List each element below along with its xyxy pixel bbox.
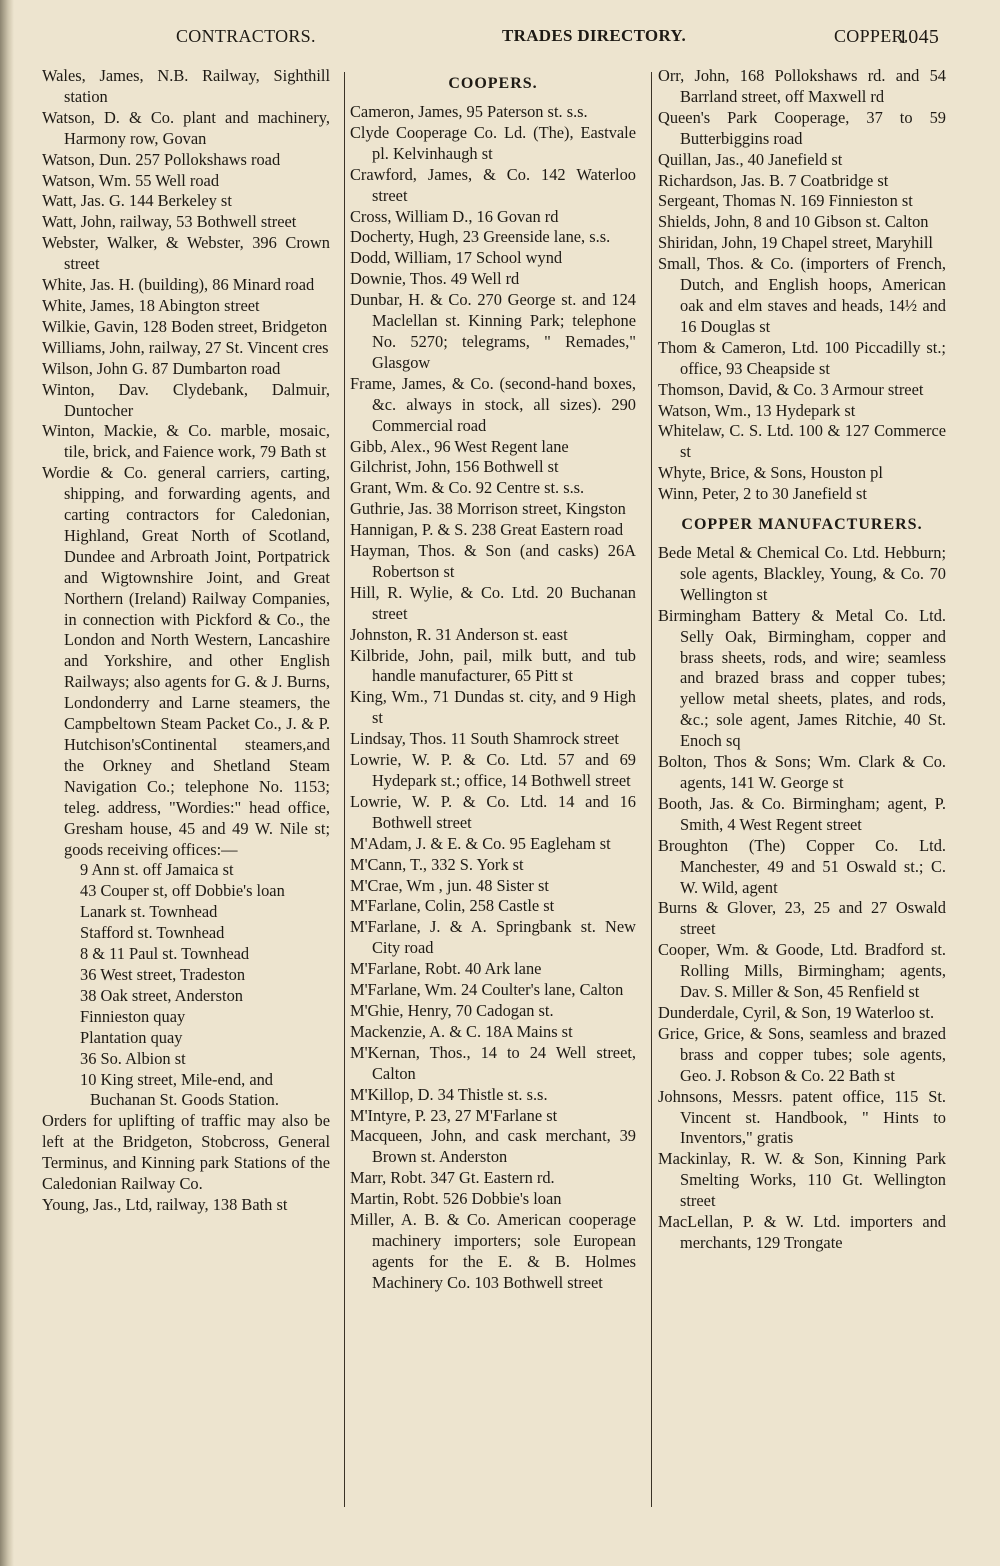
directory-entry: Dunderdale, Cyril, & Son, 19 Waterloo st. <box>658 1002 935 1022</box>
goods-office-item: Lanark st. Townhead <box>80 902 218 922</box>
directory-entry: M'Farlane, Robt. 40 Ark lane <box>350 959 542 979</box>
column-rule-2 <box>651 72 652 1507</box>
directory-entry: Cameron, James, 95 Paterson st. s.s. <box>350 102 588 121</box>
directory-entry: Macqueen, John, and cask merchant, 39 Brown st. Anderston <box>350 1126 636 1167</box>
directory-entry: Grant, Wm. & Co. 92 Centre st. s.s. <box>350 478 585 498</box>
directory-entry: Lowrie, W. P. & Co. Ltd. 57 and 69 Hydepark st.; office, 14 Bothwell street <box>350 750 636 790</box>
directory-entry: Watson, Wm., 13 Hydepark st <box>658 400 856 420</box>
orders-note: Orders for uplifting of traffic may also be left at the Bridgeton, Stobcross, General Terminus, and Kinning park Stations of the Caledonian Railway Co. <box>42 1111 330 1194</box>
directory-entry: M'Adam, J. & E. & Co. 95 Eagleham st <box>350 833 611 853</box>
directory-entry: Lindsay, Thos. 11 South Shamrock street <box>350 729 619 749</box>
directory-entry: Clyde Cooperage Co. Ld. (The), Eastvale pl. Kelvinhaugh st <box>350 122 636 163</box>
directory-entry: Hayman, Thos. & Son (and casks) 26A Robertson st <box>350 541 636 581</box>
directory-entry: M'Intyre, P. 23, 27 M'Farlane st <box>350 1105 558 1125</box>
directory-entry: Cross, William D., 16 Govan rd <box>350 206 559 226</box>
directory-entry: Johnsons, Messrs. patent office, 115 St. Vincent st. Handbook, " Hints to Inventors," gratis <box>658 1086 946 1148</box>
directory-entry: Mackenzie, A. & C. 18A Mains st <box>350 1021 573 1041</box>
goods-office-item: Finnieston quay <box>80 1006 186 1026</box>
directory-entry: Grice, Grice, & Sons, seamless and brazed brass and copper tubes; sole agents, Geo. J. Robson & Co. 22 Bath st <box>658 1023 946 1085</box>
directory-entry: Thomson, David, & Co. 3 Armour street <box>658 379 924 399</box>
running-header <box>176 26 950 54</box>
directory-entry: M'Cann, T., 332 S. York st <box>350 854 524 874</box>
directory-entry: Downie, Thos. 49 Well rd <box>350 269 520 289</box>
goods-office-item: 8 & 11 Paul st. Townhead <box>80 944 250 964</box>
directory-entry: Shiridan, John, 19 Chapel street, Maryhill <box>658 233 933 253</box>
directory-entry: Johnston, R. 31 Anderson st. east <box>350 624 568 644</box>
directory-entry: Docherty, Hugh, 23 Greenside lane, s.s. <box>350 227 611 247</box>
directory-entry: Wordie & Co. general carriers, carting, shipping, and forwarding agents, and carting contractors for Caledonian, Highland, Great North of Scotland, Dundee and Arbroath Joint, Portpatrick and Wigtownshire Joint, and Great Northern (Ireland) Railway Companies, in connection with Pickford & Co., the London and North Western, Lancashire and Yorkshire, and other English Railways; also agents for G. & J. Burns, Londonderry and Larne steamers, the Campbeltown Steam Packet Co., J. & P. Hutchison'sContinental steamers,and the Orkney and Shetland Steam Navigation Co.; telephone No. 1153; teleg. address, "Wordies:" head office, Gresham house, 45 and 49 W. Nile st; goods receiving offices:— <box>42 463 330 859</box>
directory-entry: Small, Thos. & Co. (importers of French, Dutch, and English hoops, American oak and elm staves and heads, 14½ and 16 Douglas st <box>658 254 946 336</box>
directory-entry: Shields, John, 8 and 10 Gibson st. Calton <box>658 212 929 232</box>
directory-entry: Crawford, James, & Co. 142 Waterloo street <box>350 164 636 205</box>
column-contractors <box>42 66 330 1516</box>
directory-entry: M'Kernan, Thos., 14 to 24 Well street, Calton <box>350 1042 636 1083</box>
directory-entry: Cooper, Wm. & Goode, Ltd. Bradford st. Rolling Mills, Birmingham; agents, Dav. S. Miller & Son, 45 Renfield st <box>658 940 946 1002</box>
directory-entry: Hill, R. Wylie, & Co. Ltd. 20 Buchanan street <box>350 582 636 623</box>
directory-entry: Winton, Dav. Clydebank, Dalmuir, Duntocher <box>42 379 330 420</box>
directory-entry: M'Ghie, Henry, 70 Cadogan st. <box>350 1000 554 1020</box>
goods-office-item: 9 Ann st. off Jamaica st <box>80 860 234 880</box>
directory-entry: Whyte, Brice, & Sons, Houston pl <box>658 463 883 483</box>
directory-entry: M'Farlane, Colin, 258 Castle st <box>350 896 555 916</box>
directory-entry: M'Crae, Wm , jun. 48 Sister st <box>350 875 549 895</box>
column-rule-1 <box>344 72 345 1507</box>
directory-entry: Quillan, Jas., 40 Janefield st <box>658 149 843 169</box>
directory-entry: Watson, D. & Co. plant and machinery, Harmony row, Govan <box>42 107 330 148</box>
directory-entry: Wilkie, Gavin, 128 Boden street, Bridgeton <box>42 316 328 336</box>
directory-entry: Watson, Dun. 257 Pollokshaws road <box>42 149 281 169</box>
goods-office-item: 36 So. Albion st <box>80 1048 186 1068</box>
goods-office-item: 10 King street, Mile-end, and Buchanan St. Goods Station. <box>80 1069 279 1110</box>
header-title: TRADES DIRECTORY. <box>502 26 686 45</box>
directory-entry: Broughton (The) Copper Co. Ltd. Manchester, 49 and 51 Oswald st.; C. W. Wild, agent <box>658 835 946 897</box>
directory-entry: White, James, 18 Abington street <box>42 295 260 315</box>
column-coopers-copper <box>658 66 946 1516</box>
directory-entry: Dodd, William, 17 School wynd <box>350 248 563 268</box>
directory-entry: Birmingham Battery & Metal Co. Ltd. Selly Oak, Birmingham, copper and brass sheets, rods, and wire; seamless and brazed brass and copper tubes; yellow metal sheets, plates, and rods, &c.; sole agent, James Ritchie, 40 St. Enoch sq <box>658 605 946 751</box>
directory-entry: Webster, Walker, & Webster, 396 Crown street <box>42 233 330 274</box>
directory-entry: Booth, Jas. & Co. Birmingham; agent, P. Smith, 4 West Regent street <box>658 793 946 834</box>
directory-entry: Gilchrist, John, 156 Bothwell st <box>350 457 559 477</box>
directory-entry: Burns & Glover, 23, 25 and 27 Oswald street <box>658 898 946 939</box>
directory-entry: Winton, Mackie, & Co. marble, mosaic, tile, brick, and Faience work, 79 Bath st <box>42 421 330 462</box>
directory-entry: Mackinlay, R. W. & Son, Kinning Park Smelting Works, 110 Gt. Wellington street <box>658 1149 946 1211</box>
directory-entry: Miller, A. B. & Co. American cooperage machinery importers; sole European agents for the E. & B. Holmes Machinery Co. 103 Bothwell street <box>350 1210 636 1292</box>
directory-entry: Bolton, Thos & Sons; Wm. Clark & Co. agents, 141 W. George st <box>658 752 946 792</box>
directory-entry: M'Killop, D. 34 Thistle st. s.s. <box>350 1084 548 1104</box>
directory-entry: Thom & Cameron, Ltd. 100 Piccadilly st.; office, 93 Cheapside st <box>658 337 946 378</box>
directory-entry: Richardson, Jas. B. 7 Coatbridge st <box>658 170 889 190</box>
directory-entry: M'Farlane, Wm. 24 Coulter's lane, Calton <box>350 980 624 1000</box>
directory-entry: Kilbride, John, pail, milk butt, and tub handle manufacturer, 65 Pitt st <box>350 645 636 686</box>
directory-entry: Sergeant, Thomas N. 169 Finnieston st <box>658 191 913 211</box>
directory-entry: Whitelaw, C. S. Ltd. 100 & 127 Commerce st <box>658 421 946 462</box>
goods-office-item: Plantation quay <box>80 1027 183 1047</box>
directory-entry: Wales, James, N.B. Railway, Sighthill station <box>42 66 330 106</box>
directory-entry: Winn, Peter, 2 to 30 Janefield st <box>658 484 867 504</box>
directory-entry: King, Wm., 71 Dundas st. city, and 9 High st <box>350 687 636 728</box>
directory-entry: Watson, Wm. 55 Well road <box>42 170 220 190</box>
page-number: 1045 <box>898 26 940 48</box>
directory-entry: Williams, John, railway, 27 St. Vincent cres <box>42 337 329 357</box>
directory-entry: Marr, Robt. 347 Gt. Eastern rd. <box>350 1168 555 1188</box>
directory-entry: Young, Jas., Ltd, railway, 138 Bath st <box>42 1194 288 1214</box>
directory-entry: Hannigan, P. & S. 238 Great Eastern road <box>350 520 624 540</box>
directory-entry: MacLellan, P. & W. Ltd. importers and merchants, 129 Trongate <box>658 1212 946 1252</box>
directory-entry: Guthrie, Jas. 38 Morrison street, Kingston <box>350 499 626 519</box>
directory-entry: Gibb, Alex., 96 West Regent lane <box>350 436 569 456</box>
header-left: CONTRACTORS. <box>176 26 316 46</box>
header-right: COPPER. <box>834 26 909 46</box>
goods-office-item: Stafford st. Townhead <box>80 923 225 943</box>
directory-entry: Watt, John, railway, 53 Bothwell street <box>42 212 297 232</box>
directory-entry: Martin, Robt. 526 Dobbie's loan <box>350 1189 562 1209</box>
directory-entry: Lowrie, W. P. & Co. Ltd. 14 and 16 Bothwell street <box>350 791 636 832</box>
goods-office-item: 38 Oak street, Anderston <box>80 985 243 1005</box>
page-gutter-shadow <box>0 0 14 1566</box>
directory-entry: Bede Metal & Chemical Co. Ltd. Hebburn; sole agents, Blackley, Young, & Co. 70 Wellington st <box>658 543 946 604</box>
goods-office-item: 43 Couper st, off Dobbie's loan <box>80 881 285 901</box>
directory-entry: Wilson, John G. 87 Dumbarton road <box>42 358 281 378</box>
section-heading-copper-manufacturers: COPPER MANUFACTURERS. <box>681 516 923 534</box>
directory-entry: M'Farlane, J. & A. Springbank st. New City road <box>350 917 636 958</box>
directory-entry: Watt, Jas. G. 144 Berkeley st <box>42 191 232 211</box>
goods-office-item: 36 West street, Tradeston <box>80 964 246 984</box>
directory-entry: Dunbar, H. & Co. 270 George st. and 124 Maclellan st. Kinning Park; telephone No. 5270; telegrams, " Remades," Glasgow <box>350 290 636 372</box>
section-heading-coopers: COOPERS. <box>448 75 538 92</box>
directory-entry: Orr, John, 168 Pollokshaws rd. and 54 Barrland street, off Maxwell rd <box>658 66 946 106</box>
column-coopers <box>350 66 636 1516</box>
directory-entry: Queen's Park Cooperage, 37 to 59 Butterbiggins road <box>658 107 946 148</box>
directory-entry: White, Jas. H. (building), 86 Minard road <box>42 275 315 295</box>
directory-entry: Frame, James, & Co. (second-hand boxes, &c. always in stock, all sizes). 290 Commercial road <box>350 373 636 435</box>
